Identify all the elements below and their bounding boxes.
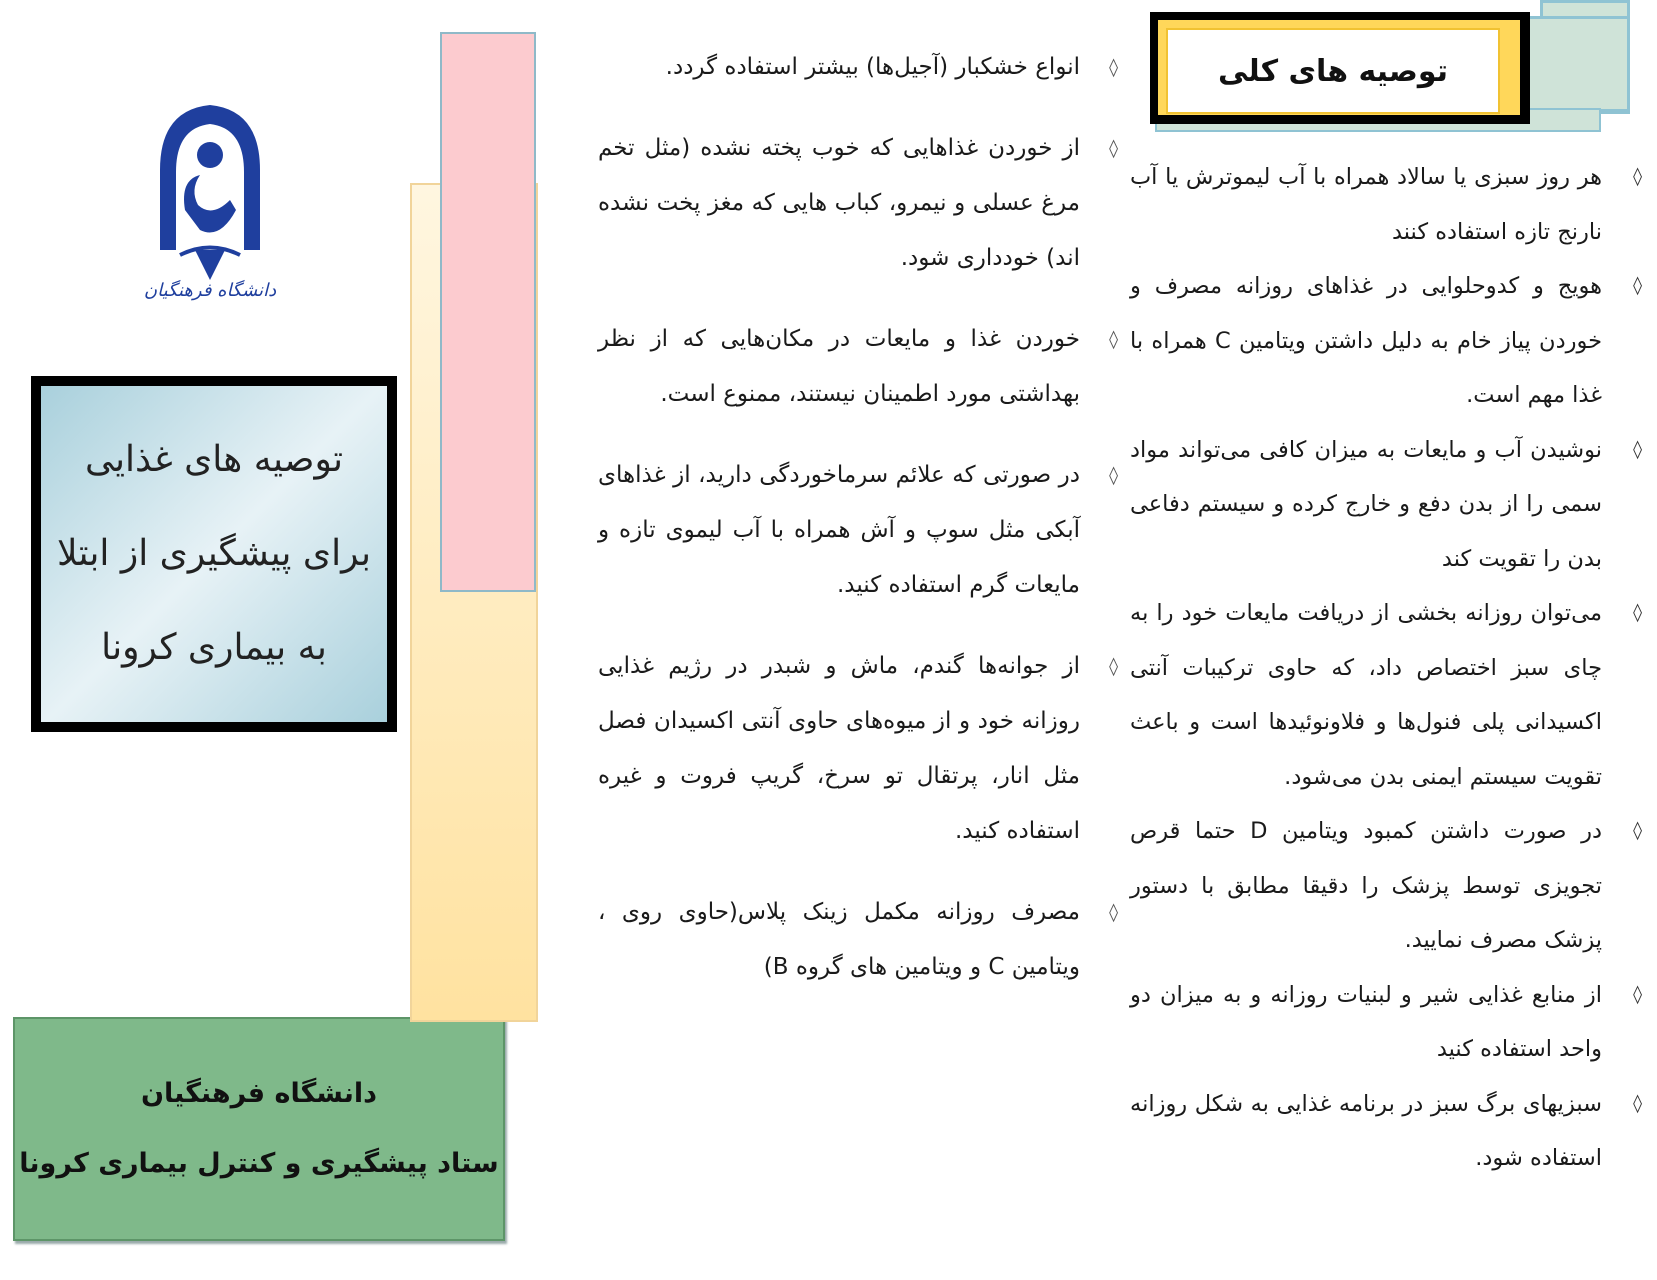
- title-box: [31, 376, 397, 732]
- list-item: [598, 885, 1118, 995]
- diamond-bullet-icon: ◊: [1633, 1092, 1642, 1114]
- list-item-text: می‌توان روزانه بخشی از دریافت مایعات خود را به چای سبز اختصاص داد، که حاوی ترکیبات آنتی اکسیدانی پلی فنول‌ها و فلاونوئیدها است و باعث تقویت سیستم ایمنی بدن می‌شود.: [1130, 600, 1602, 790]
- diamond-bullet-icon: ◊: [1633, 602, 1642, 623]
- university-logo: [140, 100, 280, 310]
- section-title: توصیه های کلی: [1218, 53, 1448, 89]
- list-item-text: انواع خشکبار (آجیل‌ها) بیشتر استفاده گردد.: [665, 54, 1080, 80]
- diamond-bullet-icon: ◊: [1633, 820, 1642, 841]
- list-item: [598, 448, 1118, 613]
- list-item: [598, 639, 1118, 859]
- list-item-text: در صورتی که علائم سرماخوردگی دارید، از غذاهای آبکی مثل سوپ و آش همراه با آب لیموی تازه و مایعات گرم استفاده کنید.: [598, 462, 1080, 598]
- list-item: [1130, 150, 1642, 259]
- logo-caption: دانشگاه فرهنگیان: [143, 280, 277, 301]
- list-item: [1130, 968, 1642, 1077]
- diamond-bullet-icon: ◊: [1633, 983, 1642, 1005]
- list-item-text: نوشیدن آب و مایعات به میزان کافی می‌تواند مواد سمی را از بدن دفع و خارج کرده و سیستم دفاعی بدن را تقویت کند: [1130, 436, 1602, 572]
- list-item-text: از جوانه‌ها گندم، ماش و شبدر در رژیم غذایی روزانه خود و از میوه‌های حاوی آنتی اکسیدان فصل مثل انار، پرتقال تو سرخ، گریپ فروت و غیره استفاده کنید.: [598, 653, 1080, 844]
- diamond-bullet-icon: ◊: [1109, 329, 1118, 350]
- list-item-text: هر روز سبزی یا سالاد همراه با آب لیموترش یا آب نارنج تازه استفاده کنند: [1130, 164, 1602, 245]
- diamond-bullet-icon: ◊: [1109, 902, 1118, 923]
- middle-recommendations: [598, 40, 1118, 1021]
- title-line: توصیه های غذایی: [84, 439, 344, 480]
- section-header: [1166, 28, 1500, 114]
- diamond-bullet-icon: ◊: [1109, 465, 1118, 486]
- list-item: [1130, 423, 1642, 587]
- logo-emblem-icon: [140, 100, 280, 310]
- list-item-text: سبزیهای برگ سبز در برنامه غذایی به شکل روزانه استفاده شود.: [1130, 1090, 1602, 1171]
- title-box-inner: [41, 386, 387, 722]
- general-recommendations: [1130, 150, 1642, 1186]
- list-item-text: هویج و کدوحلوایی در غذاهای روزانه مصرف و خوردن پیاز خام به دلیل داشتن ویتامین C همراه با غذا مهم است.: [1130, 273, 1602, 408]
- list-item: [1130, 586, 1642, 804]
- list-item: [598, 121, 1118, 286]
- list-item-text: از خوردن غذاهایی که خوب پخته نشده (مثل تخم مرغ عسلی و نیمرو، کباب هایی که مغز پخت نشده اند) خودداری شود.: [598, 135, 1080, 271]
- diamond-bullet-icon: ◊: [1109, 138, 1118, 159]
- decorative-pink-column: [440, 32, 536, 592]
- title-line: برای پیشگیری از ابتلا: [57, 533, 371, 574]
- list-item: [1130, 804, 1642, 968]
- footer-headquarters: ستاد پیشگیری و کنترل بیماری کرونا: [19, 1148, 499, 1179]
- diamond-bullet-icon: ◊: [1109, 57, 1118, 78]
- list-item-text: در صورت داشتن کمبود ویتامین D حتما قرص تجویزی توسط پزشک را دقیقا مطابق با دستور پزشک مصرف نمایید.: [1130, 818, 1602, 953]
- list-item-text: خوردن غذا و مایعات در مکان‌هایی که از نظر بهداشتی مورد اطمینان نیستند، ممنوع است.: [598, 326, 1080, 407]
- header-decor-square: [1518, 16, 1630, 112]
- list-item: [598, 312, 1118, 422]
- diamond-bullet-icon: ◊: [1633, 275, 1642, 296]
- footer-box: [13, 1017, 505, 1241]
- footer-university: دانشگاه فرهنگیان: [140, 1078, 378, 1109]
- title-line: به بیماری کرونا: [101, 627, 327, 668]
- diamond-bullet-icon: ◊: [1109, 656, 1118, 677]
- list-item: [598, 40, 1118, 95]
- list-item-text: از منابع غذایی شیر و لبنیات روزانه و به میزان دو واحد استفاده کنید: [1130, 981, 1602, 1062]
- diamond-bullet-icon: ◊: [1633, 438, 1642, 460]
- list-item: [1130, 259, 1642, 423]
- list-item-text: مصرف روزانه مکمل زینک پلاس(حاوی روی ، ویتامین C و ویتامین های گروه B): [598, 899, 1080, 980]
- list-item: [1130, 1077, 1642, 1186]
- diamond-bullet-icon: ◊: [1633, 166, 1642, 187]
